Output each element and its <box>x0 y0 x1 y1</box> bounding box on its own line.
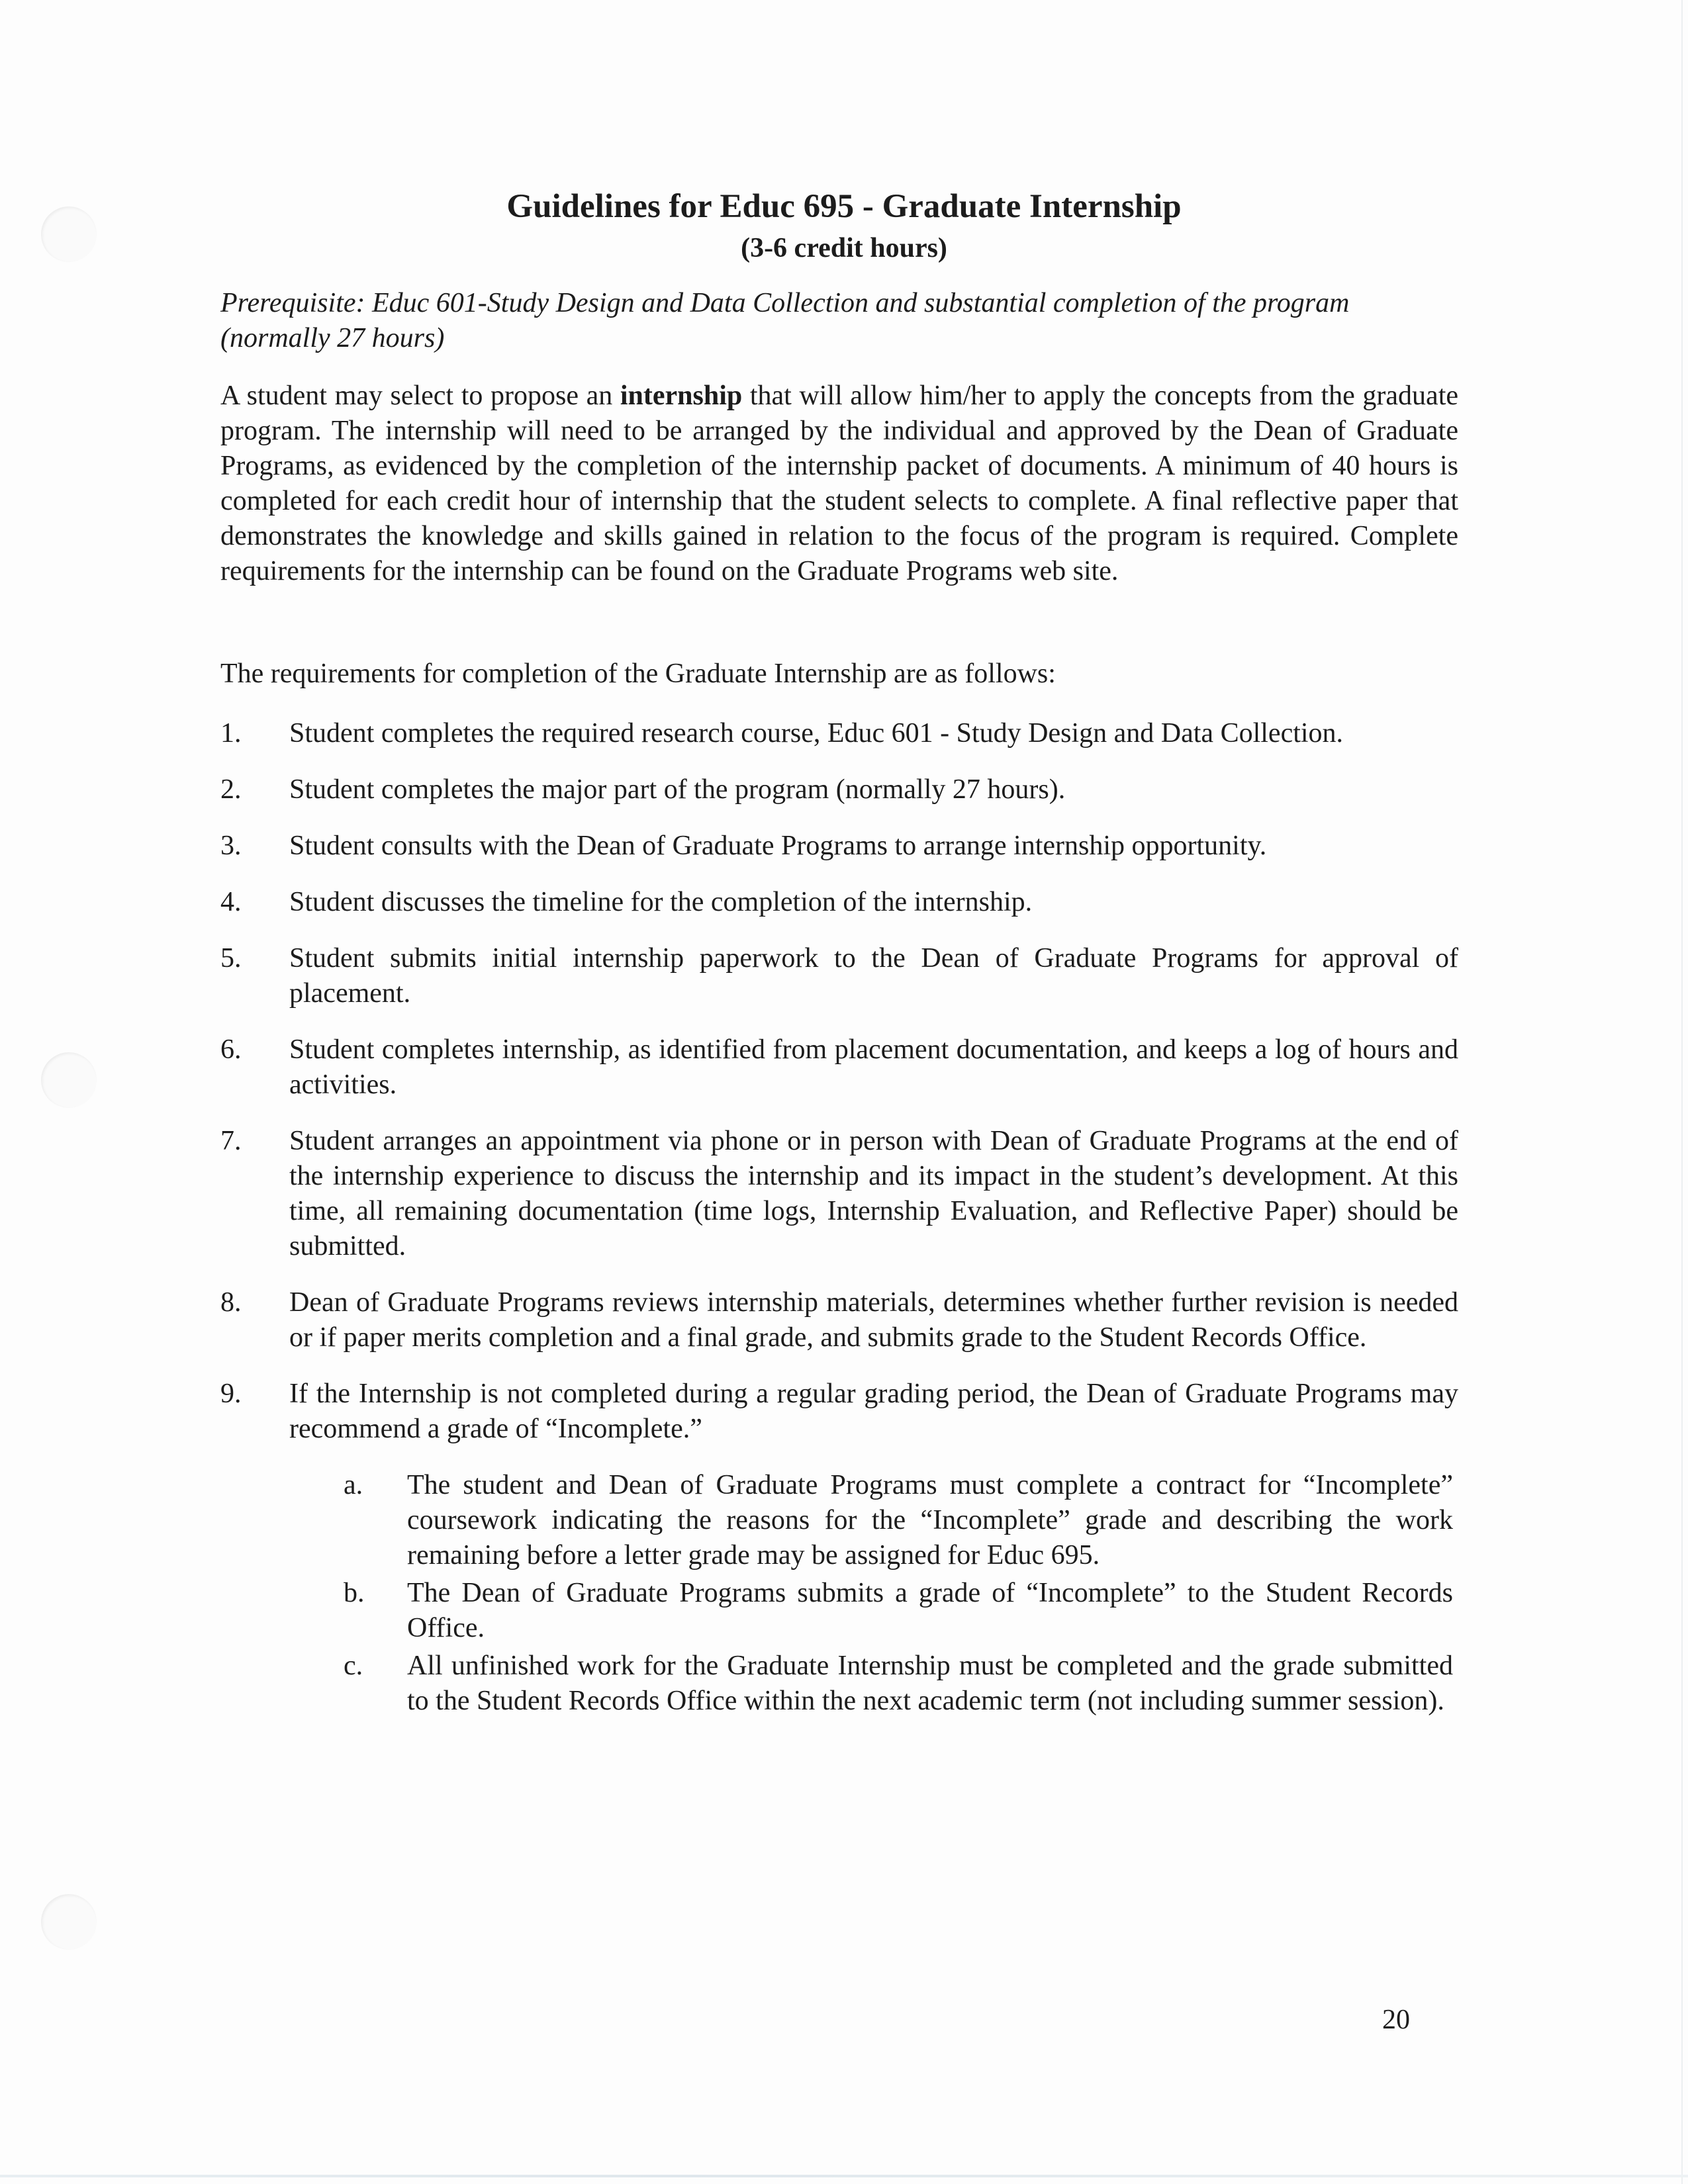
list-item-text: Student completes internship, as identified from placement documentation, and keeps a log of hours and activities. <box>289 1034 1458 1100</box>
requirements-heading: The requirements for completion of the Graduate Internship are as follows: <box>220 659 1056 689</box>
list-item-text: Student completes the major part of the program (normally 27 hours). <box>289 774 1066 805</box>
sublist-item <box>344 1649 1453 1719</box>
list-item <box>220 716 1458 751</box>
list-item-text: Student consults with the Dean of Graduate Programs to arrange internship opportunity. <box>289 831 1267 861</box>
punch-hole-bottom <box>41 1894 97 1950</box>
requirements-list <box>220 716 1458 1740</box>
sublist-item-label: a. <box>344 1470 363 1500</box>
intro-bold-term: internship <box>620 381 743 411</box>
document-subtitle: (3-6 credit hours) <box>741 233 947 263</box>
prerequisite-text: Prerequisite: Educ 601-Study Design and Data Collection and substantial completion of the program (normally 27 hours) <box>220 288 1350 353</box>
sublist-item-label: b. <box>344 1578 365 1608</box>
list-item <box>220 885 1458 920</box>
list-item-number: 5. <box>220 943 242 974</box>
sublist-item <box>344 1468 1453 1573</box>
list-item-number: 8. <box>220 1287 242 1318</box>
list-item-number: 6. <box>220 1034 242 1065</box>
list-item <box>220 1124 1458 1264</box>
list-item-number: 3. <box>220 831 242 861</box>
incomplete-sublist <box>344 1468 1453 1719</box>
list-item <box>220 941 1458 1011</box>
intro-paragraph <box>220 379 1458 589</box>
list-item-text: Student submits initial internship paperwork to the Dean of Graduate Programs for approval of placement. <box>289 943 1458 1009</box>
scan-edge-right <box>1681 0 1683 2184</box>
intro-text-rest: that will allow him/her to apply the concepts from the graduate program. The internship will need to be arranged by the individual and approved by the Dean of Graduate Programs, as evidenced by the completion of the internship packet of documents. A minimum of 40 hours is completed for each credit hour of internship that the student selects to complete. A final reflective paper that demonstrates the knowledge and skills gained in relation to the focus of the program is required. Complete requirements for the internship can be found on the Graduate Programs web site. <box>220 381 1458 586</box>
list-item-text: Student arranges an appointment via phone or in person with Dean of Graduate Programs at the end of the internship experience to discuss the internship and its impact in the student’s development. At this time, all remaining documentation (time logs, Internship Evaluation, and Reflective Paper) should be submitted. <box>289 1126 1458 1261</box>
list-item-text: Dean of Graduate Programs reviews internship materials, determines whether further revision is needed or if paper merits completion and a final grade, and submits grade to the Student Records Office. <box>289 1287 1458 1353</box>
intro-text-start: A student may select to propose an <box>220 381 620 411</box>
scan-edge-bottom <box>0 2175 1688 2177</box>
list-item <box>220 1377 1458 1719</box>
list-item-number: 1. <box>220 718 242 749</box>
list-item-number: 2. <box>220 774 242 805</box>
list-item-number: 9. <box>220 1379 242 1409</box>
list-item-number: 4. <box>220 887 242 917</box>
sublist-item-text: The student and Dean of Graduate Programs must complete a contract for “Incomplete” coursework indicating the reasons for the “Incomplete” grade and describing the work remaining before a letter grade may be assigned for Educ 695. <box>407 1470 1453 1570</box>
sublist-item-text: The Dean of Graduate Programs submits a grade of “Incomplete” to the Student Records Office. <box>407 1578 1453 1643</box>
list-item-text: Student discusses the timeline for the completion of the internship. <box>289 887 1033 917</box>
page-number: 20 <box>1382 2005 1410 2035</box>
list-item <box>220 1032 1458 1103</box>
list-item <box>220 772 1458 807</box>
list-item-number: 7. <box>220 1126 242 1156</box>
list-item <box>220 1285 1458 1355</box>
punch-hole-middle <box>41 1052 97 1108</box>
document-title: Guidelines for Educ 695 - Graduate Internship <box>506 188 1182 225</box>
list-item-text: If the Internship is not completed during a regular grading period, the Dean of Graduate Programs may recommend a grade of “Incomplete.” <box>289 1379 1458 1444</box>
list-item-text: Student completes the required research course, Educ 601 - Study Design and Data Collection. <box>289 718 1344 749</box>
sublist-item-label: c. <box>344 1651 363 1681</box>
sublist-item-text: All unfinished work for the Graduate Internship must be completed and the grade submitted to the Student Records Office within the next academic term (not including summer session). <box>407 1651 1453 1716</box>
sublist-item <box>344 1576 1453 1646</box>
list-item <box>220 829 1458 864</box>
